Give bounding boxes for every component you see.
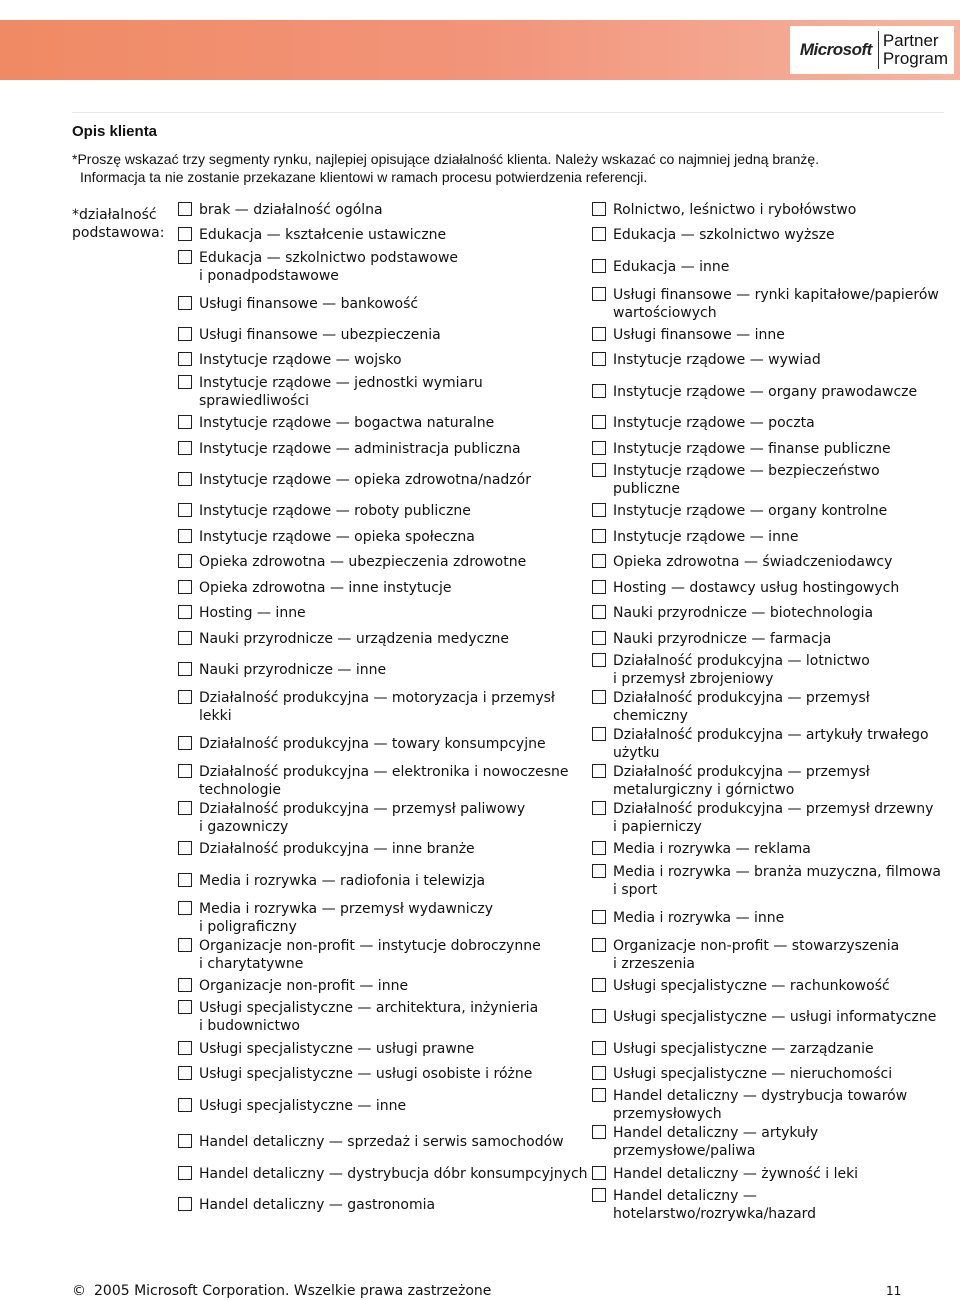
industry-option[interactable] — [178, 351, 402, 369]
industry-option-label: Edukacja — kształcenie ustawiczne — [199, 227, 447, 243]
industry-checkbox[interactable] — [592, 690, 606, 704]
industry-option-label: Instytucje rządowe — finanse publiczne — [613, 441, 891, 457]
industry-option[interactable] — [178, 900, 493, 936]
industry-checkbox[interactable] — [592, 1088, 606, 1102]
industry-option-label: Media i rozrywka — branża muzyczna, filmowa i sport — [613, 864, 941, 898]
industry-checkbox[interactable] — [592, 1041, 606, 1055]
industry-option[interactable] — [178, 977, 408, 995]
industry-checkbox[interactable] — [178, 690, 192, 704]
industry-checkbox[interactable] — [178, 375, 192, 389]
industry-option[interactable] — [178, 999, 538, 1035]
industry-option-label: Handel detaliczny — hotelarstwo/rozrywka/hazard — [613, 1188, 817, 1222]
industry-option[interactable] — [592, 201, 856, 219]
industry-checkbox[interactable] — [178, 202, 192, 216]
industry-checkbox[interactable] — [592, 631, 606, 645]
industry-option-label: Nauki przyrodnicze — urządzenia medyczne — [199, 631, 510, 647]
industry-option[interactable] — [178, 1196, 435, 1214]
industry-checkbox[interactable] — [178, 978, 192, 992]
industry-checkbox[interactable] — [592, 1066, 606, 1080]
industry-option-label: Media i rozrywka — przemysł wydawniczy i poligraficzny — [199, 901, 494, 935]
intro-line-1: *Proszę wskazać trzy segmenty rynku, najlepiej opisujące działalność klienta. Należy wskazać co najmniej jedną branżę. — [72, 151, 820, 167]
industry-option[interactable] — [178, 226, 446, 244]
industry-checkbox[interactable] — [178, 631, 192, 645]
page-header-banner — [0, 20, 960, 80]
industry-option-label: Edukacja — inne — [613, 259, 730, 275]
industry-checkbox[interactable] — [592, 415, 606, 429]
industry-checkbox[interactable] — [592, 841, 606, 855]
industry-option[interactable] — [592, 726, 929, 762]
industry-option[interactable] — [592, 414, 815, 432]
industry-checkbox[interactable] — [178, 662, 192, 676]
industry-option[interactable] — [592, 553, 892, 571]
industry-option[interactable] — [592, 226, 835, 244]
industry-checkbox[interactable] — [592, 801, 606, 815]
industry-option-label: Działalność produkcyjna — przemysł paliwowy i gazowniczy — [199, 801, 526, 835]
page-number: 11 — [886, 1284, 902, 1298]
industry-option[interactable] — [592, 258, 729, 276]
industry-checkbox[interactable] — [178, 1066, 192, 1080]
industry-option-label: Organizacje non-profit — instytucje dobroczynne i charytatywne — [199, 938, 541, 972]
industry-option-label: Usługi specjalistyczne — usługi informatyczne — [613, 1009, 937, 1025]
industry-checkbox[interactable] — [178, 296, 192, 310]
industry-option-label: Usługi specjalistyczne — usługi prawne — [199, 1041, 475, 1057]
industry-option-label: Działalność produkcyjna — elektronika i nowoczesne technologie — [199, 764, 569, 798]
industry-checkbox[interactable] — [178, 529, 192, 543]
industry-option-label: Instytucje rządowe — wojsko — [199, 352, 402, 368]
industry-option[interactable] — [178, 440, 521, 458]
intro-line-2: Informacja ta nie zostanie przekazane klientowi w ramach procesu potwierdzenia referencji. — [80, 169, 648, 185]
industry-option-label: Opieka zdrowotna — inne instytucje — [199, 580, 452, 596]
industry-option[interactable] — [592, 326, 785, 344]
industry-checkbox[interactable] — [592, 259, 606, 273]
industry-option-label: Usługi specjalistyczne — nieruchomości — [613, 1066, 893, 1082]
industry-option[interactable] — [592, 604, 873, 622]
industry-checkbox[interactable] — [592, 529, 606, 543]
industry-option[interactable] — [178, 604, 306, 622]
industry-option[interactable] — [178, 763, 569, 799]
copyright-text: 2005 Microsoft Corporation. Wszelkie prawa zastrzeżone — [94, 1283, 492, 1299]
industry-checkbox[interactable] — [592, 1125, 606, 1139]
industry-checkbox[interactable] — [178, 503, 192, 517]
industry-option[interactable] — [178, 249, 458, 285]
industry-option[interactable] — [178, 937, 541, 973]
industry-option[interactable] — [178, 689, 555, 725]
industry-option-label: Hosting — inne — [199, 605, 306, 621]
industry-option-label: Usługi finansowe — bankowość — [199, 296, 419, 312]
industry-option-label: Instytucje rządowe — poczta — [613, 415, 815, 431]
industry-checkbox[interactable] — [592, 1188, 606, 1202]
industry-checkbox[interactable] — [592, 287, 606, 301]
industry-checkbox[interactable] — [178, 441, 192, 455]
industry-option-label: Instytucje rządowe — organy kontrolne — [613, 503, 888, 519]
industry-option[interactable] — [592, 1124, 818, 1160]
industry-option-label: Hosting — dostawcy usług hostingowych — [613, 580, 900, 596]
industry-checkbox[interactable] — [178, 764, 192, 778]
industry-checkbox[interactable] — [178, 472, 192, 486]
industry-checkbox[interactable] — [592, 327, 606, 341]
industry-option-label: Instytucje rządowe — jednostki wymiaru sprawiedliwości — [199, 375, 483, 409]
industry-checkbox[interactable] — [592, 384, 606, 398]
industry-option[interactable] — [592, 1165, 858, 1183]
industry-checkbox[interactable] — [178, 841, 192, 855]
industry-option[interactable] — [592, 528, 798, 546]
industry-option-label: Organizacje non-profit — inne — [199, 978, 409, 994]
industry-option-label: Nauki przyrodnicze — inne — [199, 662, 387, 678]
partner-line-2: Program — [882, 49, 948, 68]
industry-checkbox[interactable] — [592, 554, 606, 568]
industry-option[interactable] — [592, 579, 899, 597]
industry-option-label: Handel detaliczny — gastronomia — [199, 1197, 436, 1213]
industry-option-label: Handel detaliczny — sprzedaż i serwis samochodów — [199, 1134, 564, 1150]
industry-checkbox[interactable] — [178, 352, 192, 366]
industry-option-label: Opieka zdrowotna — ubezpieczenia zdrowotne — [199, 554, 527, 570]
industry-option[interactable] — [178, 735, 546, 753]
industry-option[interactable] — [178, 840, 475, 858]
industry-option[interactable] — [178, 800, 525, 836]
industry-option-label: Instytucje rządowe — inne — [613, 529, 799, 545]
industry-checkbox[interactable] — [592, 727, 606, 741]
field-label-core-business: *działalność podstawowa: — [72, 207, 165, 241]
industry-checkbox[interactable] — [178, 327, 192, 341]
industry-option-label: Instytucje rządowe — opieka społeczna — [199, 529, 475, 545]
copyright-icon: © — [72, 1283, 86, 1299]
industry-option-label: Opieka zdrowotna — świadczeniodawcy — [613, 554, 893, 570]
industry-option[interactable] — [592, 1065, 892, 1083]
industry-option[interactable] — [592, 800, 933, 836]
industry-option[interactable] — [592, 977, 890, 995]
industry-checkbox[interactable] — [178, 1166, 192, 1180]
industry-option[interactable] — [592, 630, 831, 648]
industry-checkbox[interactable] — [178, 227, 192, 241]
industry-checkbox[interactable] — [178, 1041, 192, 1055]
industry-checkbox[interactable] — [592, 864, 606, 878]
industry-option-label: Instytucje rządowe — roboty publiczne — [199, 503, 471, 519]
industry-option-label: Usługi specjalistyczne — usługi osobiste i różne — [199, 1066, 533, 1082]
industry-option[interactable] — [592, 909, 784, 927]
industry-option-label: Nauki przyrodnicze — biotechnologia — [613, 605, 874, 621]
industry-option-label: Instytucje rządowe — organy prawodawcze — [613, 384, 918, 400]
industry-option[interactable] — [592, 286, 939, 322]
industry-option-label: Działalność produkcyjna — przemysł metalurgiczny i górnictwo — [613, 764, 870, 798]
industry-option[interactable] — [592, 1040, 874, 1058]
industry-option[interactable] — [178, 661, 386, 679]
industry-option[interactable] — [178, 1165, 588, 1183]
industry-option-label: Handel detaliczny — dystrybucja towarów przemysłowych — [613, 1088, 908, 1122]
industry-option-label: Handel detaliczny — żywność i leki — [613, 1166, 859, 1182]
industry-option-label: Media i rozrywka — radiofonia i telewizja — [199, 873, 486, 889]
industry-option[interactable] — [592, 1187, 816, 1223]
industry-checkbox[interactable] — [592, 1009, 606, 1023]
industry-option[interactable] — [592, 763, 870, 799]
industry-option[interactable] — [178, 872, 485, 890]
industry-option-label: Usługi specjalistyczne — inne — [199, 1098, 407, 1114]
industry-option-label: Działalność produkcyjna — inne branże — [199, 841, 475, 857]
industry-option[interactable] — [178, 326, 441, 344]
industry-option-label: Instytucje rządowe — bogactwa naturalne — [199, 415, 495, 431]
industry-option[interactable] — [178, 414, 494, 432]
industry-checkbox[interactable] — [592, 580, 606, 594]
industry-option[interactable] — [178, 1065, 532, 1083]
industry-option[interactable] — [592, 502, 887, 520]
industry-option-label: Działalność produkcyjna — przemysł drzewny i papierniczy — [613, 801, 934, 835]
industry-checkbox[interactable] — [592, 503, 606, 517]
industry-checkbox[interactable] — [592, 764, 606, 778]
industry-option-label: Nauki przyrodnicze — farmacja — [613, 631, 832, 647]
industry-checkbox[interactable] — [178, 250, 192, 264]
industry-checkbox[interactable] — [178, 1197, 192, 1211]
industry-option[interactable] — [178, 1097, 406, 1115]
page-footer — [72, 1282, 491, 1300]
industry-option-label: Usługi specjalistyczne — rachunkowość — [613, 978, 890, 994]
industry-option-label: Rolnictwo, leśnictwo i rybołówstwo — [613, 202, 857, 218]
industry-option-label: Działalność produkcyjna — lotnictwo i przemysł zbrojeniowy — [613, 653, 870, 687]
industry-checkbox[interactable] — [592, 605, 606, 619]
microsoft-partner-program-logo — [790, 26, 954, 74]
industry-checkbox[interactable] — [178, 901, 192, 915]
industry-option-label: Usługi finansowe — ubezpieczenia — [199, 327, 441, 343]
industry-checkbox[interactable] — [592, 463, 606, 477]
industry-option[interactable] — [178, 295, 418, 313]
industry-option-label: brak — działalność ogólna — [199, 202, 383, 218]
industry-checkbox[interactable] — [592, 352, 606, 366]
industry-option[interactable] — [592, 937, 899, 973]
industry-checkbox[interactable] — [592, 938, 606, 952]
industry-option-label: Edukacja — szkolnictwo wyższe — [613, 227, 835, 243]
industry-checkbox[interactable] — [592, 1166, 606, 1180]
section-intro — [72, 150, 932, 186]
industry-checkbox[interactable] — [178, 801, 192, 815]
industry-option[interactable] — [178, 553, 526, 571]
partner-program-text — [883, 32, 948, 68]
industry-checkbox[interactable] — [178, 554, 192, 568]
industry-option[interactable] — [592, 1008, 936, 1026]
industry-option[interactable] — [178, 1133, 564, 1151]
industry-checkbox[interactable] — [178, 1098, 192, 1112]
industry-option[interactable] — [592, 1087, 907, 1123]
industry-option-label: Edukacja — szkolnictwo podstawowe i ponadpodstawowe — [199, 250, 459, 284]
industry-option[interactable] — [178, 1040, 474, 1058]
industry-option[interactable] — [592, 689, 870, 725]
top-divider — [72, 112, 944, 113]
industry-option-label: Handel detaliczny — artykuły przemysłowe/paliwa — [613, 1125, 819, 1159]
microsoft-logo-text: Microsoft — [799, 40, 872, 59]
industry-option[interactable] — [178, 201, 383, 219]
industry-option-label: Usługi finansowe — rynki kapitałowe/papierów wartościowych — [613, 287, 939, 321]
industry-option[interactable] — [592, 383, 917, 401]
industry-option-label: Usługi specjalistyczne — architektura, inżynieria i budownictwo — [199, 1000, 539, 1034]
logo-separator — [878, 31, 879, 69]
industry-option-label: Działalność produkcyjna — przemysł chemiczny — [613, 690, 870, 724]
industry-checkbox[interactable] — [178, 1000, 192, 1014]
industry-option[interactable] — [178, 374, 483, 410]
industry-checkbox[interactable] — [178, 415, 192, 429]
industry-checkbox[interactable] — [592, 653, 606, 667]
industry-checkbox[interactable] — [592, 978, 606, 992]
industry-option-label: Instytucje rządowe — bezpieczeństwo publiczne — [613, 463, 880, 497]
industry-option[interactable] — [592, 462, 880, 498]
industry-option-label: Media i rozrywka — inne — [613, 910, 785, 926]
industry-option[interactable] — [592, 440, 891, 458]
industry-checkbox[interactable] — [178, 1134, 192, 1148]
industry-option[interactable] — [178, 528, 475, 546]
industry-checkbox[interactable] — [592, 441, 606, 455]
industry-option-label: Handel detaliczny — dystrybucja dóbr konsumpcyjnych — [199, 1166, 588, 1182]
industry-checkbox[interactable] — [178, 938, 192, 952]
industry-option-label: Działalność produkcyjna — artykuły trwałego użytku — [613, 727, 929, 761]
industry-option-label: Instytucje rządowe — administracja publiczna — [199, 441, 521, 457]
industry-option-label: Działalność produkcyjna — motoryzacja i przemysł lekki — [199, 690, 555, 724]
industry-checkbox[interactable] — [592, 910, 606, 924]
industry-option-label: Organizacje non-profit — stowarzyszenia i zrzeszenia — [613, 938, 900, 972]
section-title: Opis klienta — [72, 123, 158, 140]
industry-checkbox[interactable] — [592, 227, 606, 241]
industry-checkbox[interactable] — [178, 736, 192, 750]
industry-option[interactable] — [178, 471, 531, 489]
industry-option-label: Media i rozrywka — reklama — [613, 841, 811, 857]
industry-checkbox[interactable] — [178, 873, 192, 887]
industry-checkbox[interactable] — [178, 605, 192, 619]
industry-option[interactable] — [592, 351, 821, 369]
industry-option-label: Działalność produkcyjna — towary konsumpcyjne — [199, 736, 546, 752]
industry-option[interactable] — [178, 630, 509, 648]
industry-checkbox[interactable] — [178, 580, 192, 594]
industry-option[interactable] — [592, 840, 811, 858]
industry-option[interactable] — [178, 579, 452, 597]
industry-option-label: Usługi specjalistyczne — zarządzanie — [613, 1041, 874, 1057]
industry-option[interactable] — [178, 502, 471, 520]
industry-option-label: Instytucje rządowe — opieka zdrowotna/nadzór — [199, 472, 531, 488]
industry-option-label: Usługi finansowe — inne — [613, 327, 785, 343]
industry-option-label: Instytucje rządowe — wywiad — [613, 352, 821, 368]
industry-checkbox[interactable] — [592, 202, 606, 216]
industry-option[interactable] — [592, 652, 870, 688]
partner-line-1: Partner — [882, 31, 939, 50]
industry-option[interactable] — [592, 863, 941, 899]
